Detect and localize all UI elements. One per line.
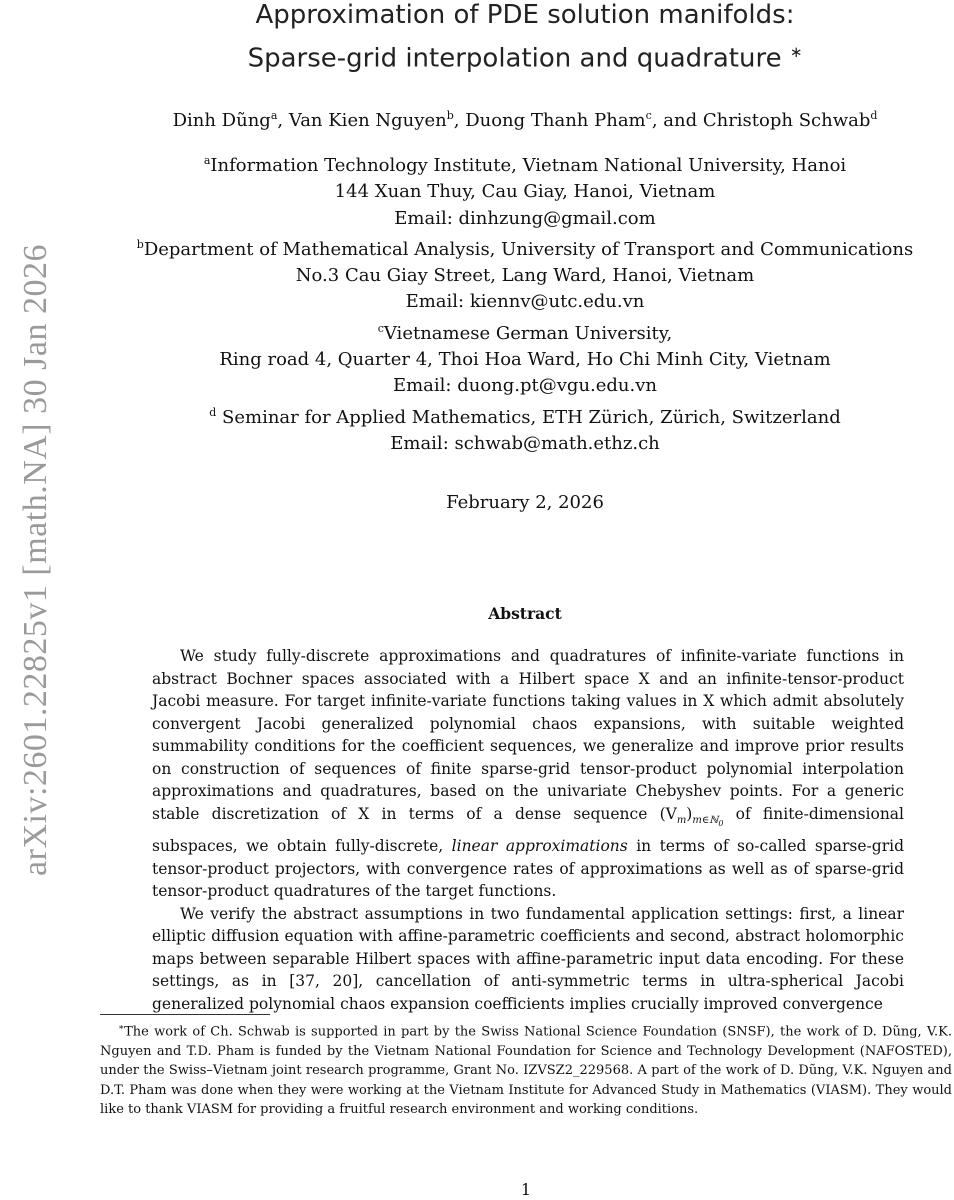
footnote: ∗The work of Ch. Schwab is supported in part by the Swiss National Science Foundation (SNSF), the work of D. Dũng, V.K. Nguyen and T.D. Pham is funded by the Vietnam National Foundation for Science and Technology Development (NAFOSTED), under the Swiss–Vietnam joint research programme, Grant No. IZVSZ2_229568. A part of the work of D. Dũng, V.K. Nguyen and D.T. Pham was done when they were working at the Vietnam Institute for Advanced Study in Mathematics (VIASM). They would like to thank VIASM for providing a fruitful research environment and working conditions. (100, 1023, 952, 1117)
affiliation-line: $^d$ Seminar for Applied Mathematics, ETH Zürich, Zürich, Switzerland (209, 405, 841, 428)
abstract-heading: Abstract (488, 604, 562, 623)
author: Duong Thanh Pham (465, 110, 646, 131)
author-affiliation-mark: a (270, 109, 278, 122)
affiliations (100, 148, 950, 457)
affiliation-line: 144 Xuan Thuy, Cau Giay, Hanoi, Vietnam (334, 181, 716, 203)
affiliation-line: Ring road 4, Quarter 4, Thoi Hoa Ward, Ho Chi Minh City, Vietnam (219, 349, 831, 371)
page-number: 1 (520, 1180, 532, 1199)
author-affiliation-mark: d (870, 109, 878, 122)
affiliation-line: $^b$Department of Mathematical Analysis, University of Transport and Communications (136, 237, 914, 260)
abstract-paragraph: We study fully-discrete approximations and quadratures of infinite-variate functions in abstract Bochner spaces associated with a Hilbert space X and an infinite-tensor-product Jacobi measure. For target infinite-variate functions taking values in X which admit absolutely convergent Jacobi generalized polynomial chaos expansions, with suitable weighted summability conditions for the coefficient sequences, we generalize and improve prior results on construction of sequences of finite sparse-grid tensor-product polynomial interpolation approximations and quadratures, based on the univariate Chebyshev points. For a generic stable discretization of X in terms of a dense sequence $(V_m)_{m\in ℕ_0}$ of finite-dimensional subspaces, we obtain fully-discrete, linear approximations in terms of so-called sparse-grid tensor-product projectors, with convergence rates of approximations as well as of sparse-grid tensor-product quadratures of the target functions. (152, 647, 904, 901)
arxiv-identifier-stamp: arXiv:2601.22825v1 [math.NA] 30 Jan 2026 (17, 244, 54, 876)
title-line-2: Sparse-grid interpolation and quadrature ∗ (247, 43, 803, 74)
author: Christoph Schwab (702, 110, 871, 131)
author-affiliation-mark: c (645, 109, 652, 122)
author-affiliation-mark: b (446, 109, 454, 122)
title-footnote-mark: ∗ (789, 43, 803, 61)
author: Van Kien Nguyen (288, 110, 447, 131)
author-list: Dinh Dũng$^a$, Van Kien Nguyen$^b$, Duong Thanh Pham$^c$, and Christoph Schwab$^d$ (172, 109, 878, 131)
affiliation-line: $^a$Information Technology Institute, Vietnam National University, Hanoi (203, 154, 847, 176)
affiliation-email: Email: schwab@math.ethz.ch (390, 432, 660, 454)
footnote-rule (100, 1014, 270, 1015)
affiliation-email: Email: dinhzung@gmail.com (394, 207, 656, 229)
affiliation-line: No.3 Cau Giay Street, Lang Ward, Hanoi, Vietnam (295, 265, 755, 287)
affiliation-email: Email: kiennv@utc.edu.vn (405, 291, 645, 313)
footnote-mark: ∗ (118, 1023, 125, 1033)
affiliation-email: Email: duong.pt@vgu.edu.vn (392, 375, 658, 397)
abstract-paragraph: We verify the abstract assumptions in two fundamental application settings: first, a linear elliptic diffusion equation with affine-parametric coefficients and second, abstract holomorphic maps between separable Hilbert spaces with affine-parametric input data encoding. For these settings, as in [37, 20], cancellation of anti-symmetric terms in ultra-spherical Jacobi generalized polynomial chaos expansion coefficients implies crucially improved convergence (152, 904, 904, 1013)
author: Dinh Dũng (172, 110, 271, 131)
title-line-1: Approximation of PDE solution manifolds: (255, 0, 795, 30)
abstract-body (152, 645, 904, 1015)
publication-date: February 2, 2026 (446, 492, 604, 513)
affiliation-line: $^c$Vietnamese German University, (377, 321, 673, 344)
